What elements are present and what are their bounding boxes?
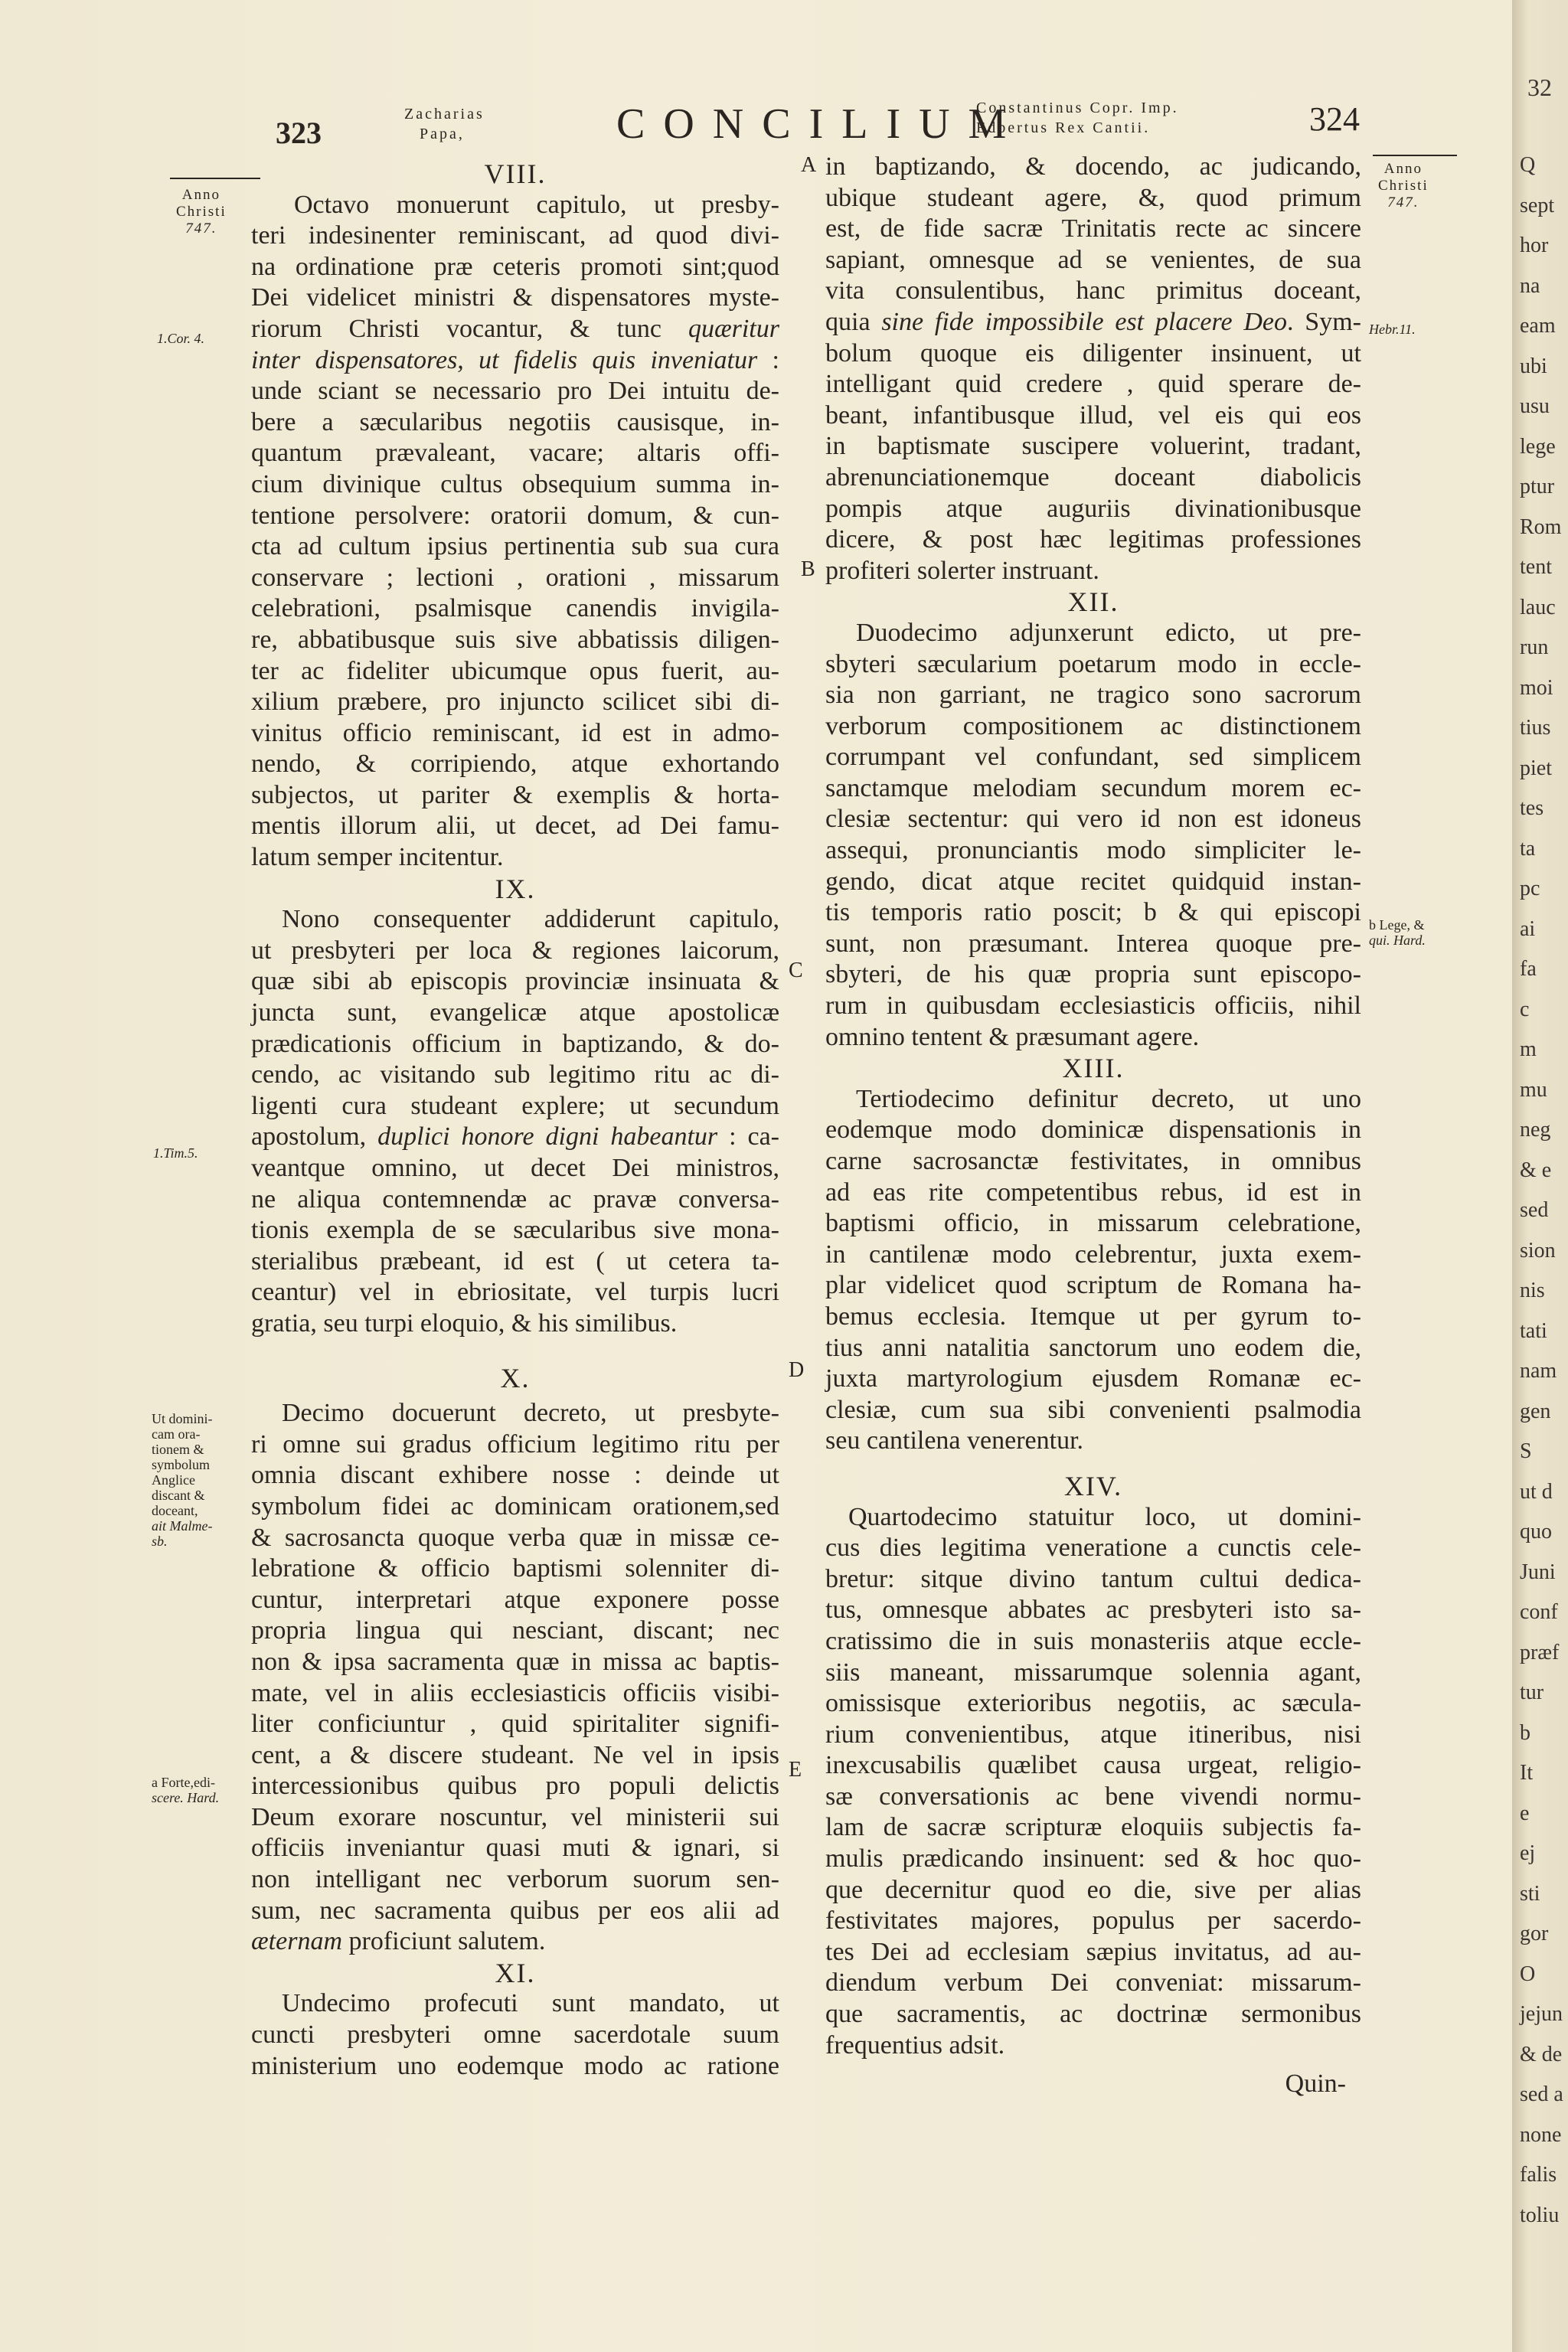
text-line: non intelligant nec verborum suorum sen- [251,1865,779,1894]
chapter-viii-text [251,190,779,874]
next-page-fragment: sed a [1520,2082,1563,2106]
text-line: intercessionibus quibus pro populi delictis [251,1772,779,1801]
margin-note-lege: b Lege, & qui. Hard. [1369,917,1426,948]
next-page-fragment: tes [1520,796,1544,820]
running-head-right-line2: Edbertus Rex Cantii. [976,119,1151,136]
text-line: tionis exempla de se sæcularibus sive mona- [251,1216,779,1245]
anno-christi-left: Anno Christi 747. [176,187,227,237]
next-page-fragment: eam [1520,314,1556,338]
text-line: nendo, & corripiendo, atque exhortando [251,750,779,779]
running-head-left-line1: Zacharias [404,106,485,122]
text-line: Duodecimo adjunxerunt edicto, ut pre- [856,618,1361,647]
text-line: clesiæ, cum sua sibi convenienti psalmodia [825,1395,1361,1424]
text-line: festivitates majores, populus per sacerdo- [825,1906,1361,1936]
next-page-fragment: fa [1520,957,1537,981]
text-line: æternam proficiunt salutem. [251,1927,546,1956]
text-line: cus dies legitima veneratione a cunctis cele- [825,1534,1361,1563]
next-page-fragment: nam [1520,1359,1557,1383]
next-page-fragment: lege [1520,434,1556,459]
text-line: prædicationis officium in baptizando, & do- [251,1029,779,1058]
text-line: vita consulentibus, hanc primitus doceant, [825,276,1361,305]
text-line: mate, vel in aliis ecclesiasticis officiis visibi- [251,1678,779,1707]
text-line: sapiant, omnesque ad se venientes, de sua [825,245,1361,274]
text-line: pompis atque auguriis divinationibusque [825,494,1361,523]
text-line: gratia, seu turpi eloquio, & his similibus. [251,1308,678,1338]
running-title: CONCILIUM [616,100,1025,148]
text-line: frequentius adsit. [825,2030,1005,2060]
text-line: tius anni natalitia sanctorum uno eodem die, [825,1333,1361,1362]
heading-xiv: XIV. [1063,1470,1123,1501]
text-line: seu cantilena venerentur. [825,1426,1084,1455]
text-line: rium convenientibus, atque itineribus, nisi [825,1720,1361,1749]
text-line: veantque omnino, ut decet Dei ministros, [251,1154,779,1182]
section-marker-d: D [789,1358,805,1382]
text-line: na ordinatione præ ceteris promoti sint;quod [251,252,779,281]
next-page-fragment: & e [1520,1158,1552,1182]
chapter-xiii-text [825,1084,1361,1457]
text-line: quia sine fide impossibile est placere Deo. Sym- [825,307,1361,336]
text-line: re, abbatibusque suis sive abbatissis diligen- [251,625,779,654]
next-page-fragment: jejun [1520,2002,1563,2026]
next-page-fragment: sed [1520,1198,1549,1222]
text-line: xilium præbere, pro injuncto scilicet sibi di- [251,688,779,717]
text-line: ri omne sui gradus officium legitimo ritu per [251,1429,779,1459]
next-page-fragment: hor [1520,234,1549,257]
next-page-fragment: gen [1520,1399,1551,1423]
text-line: Dei videlicet ministri & dispensatores myste- [251,283,779,312]
next-page-fragment: S [1520,1439,1532,1463]
text-line: tentione persolvere: oratorii domum, & cun- [251,501,779,530]
text-line: sum, nec sacramenta quibus per eos alii ad [251,1896,779,1925]
next-page-fragment: pc [1520,877,1540,900]
next-page-fragment: conf [1520,1600,1558,1624]
next-page-fragment: na [1520,273,1540,298]
text-line: juxta martyrologium ejusdem Romanæ ec- [825,1364,1361,1393]
text-line: riorum Christi vocantur, & tunc quæritur [251,314,779,343]
text-line: baptismi officio, in missarum celebratione, [825,1209,1361,1238]
section-marker-a: A [801,153,817,177]
anno-christi-right: Anno Christi 747. [1378,161,1429,211]
text-line: Undecimo profecuti sunt mandato, ut [282,1989,779,2018]
text-line: carne sacrosanctæ festivitates, in omnibus [825,1147,1361,1175]
text-line: verborum compositionem ac distinctionem [825,711,1361,740]
next-page-fragment: Q [1520,153,1536,177]
text-line: quæ sibi ab episcopis provinciæ insinuata & [251,967,779,996]
running-head-left-line2: Papa, [420,126,465,142]
text-line: dicere, & post hæc legitimas professiones [825,525,1361,554]
text-line: clesiæ sectentur: qui vero id non est idoneus [825,805,1361,834]
text-line: ad eas rite competentibus rebus, id est in [825,1178,1361,1207]
text-line: conservare ; lectioni , orationi , missarum [251,563,779,592]
next-page-fragment: e [1520,1801,1530,1825]
next-page-fragment: tati [1520,1318,1547,1343]
next-page-fragment: Juni [1520,1560,1556,1584]
next-page-fragment: moi [1520,675,1553,700]
next-page-fragment: neg [1520,1118,1551,1142]
text-line: quantum prævaleant, vacare; altaris offi- [251,439,779,468]
text-line: unde sciant se necessario pro Dei intuitu de- [251,377,779,406]
text-line: cta ad cultum ipsius pertinentia sub sua cura [251,532,779,561]
text-line: Decimo docuerunt decreto, ut presbyte- [282,1399,779,1428]
margin-ref-cor: 1.Cor. 4. [157,331,205,346]
next-page-edge [1512,0,1568,2352]
text-line: apostolum, duplici honore digni habeantur : ca- [251,1122,779,1152]
next-page-fragment: nis [1520,1279,1545,1302]
margin-note-forte: a Forte,edi- scere. Hard. [152,1775,220,1805]
text-line: bere a sæcularibus negotiis causisque, in- [251,407,779,436]
right-column [825,152,1361,2100]
next-page-fragment: præf [1520,1640,1560,1664]
text-line: juncta sunt, evangelicæ atque apostolicæ [251,998,779,1027]
next-page-fragment: It [1520,1761,1534,1785]
next-page-fragment: falis [1520,2163,1557,2187]
next-page-fragment: ai [1520,916,1536,941]
text-line: latum semper incitentur. [251,843,504,872]
text-line: ubique studeant agere, &, quod primum [825,183,1361,212]
page-number-left: 323 [276,116,322,150]
next-page-fragment: ej [1520,1841,1536,1865]
next-page-fragment: ubi [1520,354,1547,378]
text-line: sia non garriant, ne tragico sono sacrorum [825,681,1361,710]
text-line: sterialibus præbeant, id est ( ut cetera ta- [251,1246,779,1276]
text-line: lebratione & officio baptismi solenniter di- [251,1554,779,1583]
next-page-number: 32 [1527,74,1552,101]
text-line: liter conficiuntur , quid spiritaliter signifi- [251,1710,779,1739]
text-line: inexcusabilis quælibet causa urgeat, religio- [825,1751,1361,1780]
text-line: sunt, non præsumant. Interea quoque pre- [825,929,1361,958]
chapter-xiv-text [825,1502,1361,2062]
chapter-ix-text [251,904,779,1339]
next-page-fragment: sion [1520,1238,1556,1263]
margin-note-ut-dominicam: Ut domini- cam ora- tionem & symbolum Anglice discant & doceant, ait Malme- sb. [152,1411,213,1549]
text-line: assequi, pronunciantis modo simpliciter le- [825,836,1361,865]
heading-xiii: XIII. [1062,1053,1125,1084]
next-page-fragment: tur [1520,1681,1544,1704]
text-line: tes Dei ad ecclesiam sæpius invitatus, ad au- [825,1937,1361,1966]
next-page-fragment: O [1520,1962,1536,1986]
text-line: vinitus officio reminiscant, id est in admo- [251,718,779,747]
text-line: lam de sacræ scripturæ eloquiis subjectis fa- [825,1813,1361,1842]
text-line: Tertiodecimo definitur decreto, ut uno [856,1084,1361,1113]
text-line: bretur: sitque divino tantum cultui dedica- [825,1564,1361,1593]
chapter-x-text [251,1398,779,1958]
heading-x: X. [500,1362,531,1393]
next-page-fragment: quo [1520,1520,1552,1544]
text-line: bolum quoque eis diligenter insinuent, ut [825,338,1361,368]
next-page-fragment: none [1520,2122,1562,2147]
text-line: sbyteri, de his quæ propria sunt episcopo- [825,960,1361,989]
text-line: gendo, dicat atque recitet quidquid instan- [825,867,1361,896]
text-line: bemus ecclesia. Itemque ut per gyrum to- [825,1302,1361,1331]
text-line: in baptismate suscipere voluerint, tradant, [825,432,1361,461]
heading-xi: XI. [495,1957,536,1988]
text-line: in cantilenæ modo celebrentur, juxta exem- [825,1240,1361,1269]
text-line: sæ conversationis ac bene vivendi normu- [825,1782,1361,1811]
next-page-fragment: Rom [1520,514,1562,539]
text-line: ligenti cura studeant explere; ut secundum [251,1091,779,1120]
text-line: cent, a & discere studeant. Ne vel in ipsis [251,1740,779,1769]
chapter-xii-text [825,618,1361,1053]
text-line: mulis prædicando insinuent: sed & hoc quo- [825,1844,1361,1873]
next-page-fragment: run [1520,635,1549,659]
text-line: que decernitur quod eo die, sive per alias [825,1875,1361,1904]
text-line: non & ipsa sacramenta quæ in missa ac baptis- [251,1647,779,1676]
text-line: abrenunciationemque doceant diabolicis [825,462,1361,492]
next-page-fragment: tius [1520,716,1551,740]
section-marker-c: C [789,959,803,982]
next-page-fragment: piet [1520,756,1552,780]
left-column [251,158,779,2082]
next-page-fragment: sept [1520,193,1555,217]
margin-rule-left [170,178,260,179]
running-head-right-line1: Constantinus Copr. Imp. [976,100,1179,116]
section-marker-b: B [801,557,815,581]
text-line: ter ac fideliter ubicumque opus fuerit, au- [251,656,779,685]
text-line: cratissimo die in suis monasteriis atque eccle- [825,1626,1361,1655]
text-line: intelligant quid credere , quid sperare de- [825,370,1361,399]
text-line: omnia discant exhibere nosse : deinde ut [251,1461,779,1490]
text-line: diendum verbum Dei conveniat: missarum- [825,1968,1361,1998]
next-page-fragment: b [1520,1720,1530,1745]
text-line: corrumpant vel confundant, sed simplicem [825,743,1361,772]
chapter-xi-text [251,1988,779,2082]
next-page-fragment: sti [1520,1881,1540,1906]
text-line: inter dispensatores, ut fidelis quis inveniatur : [251,345,780,374]
text-line: omnino tentent & præsumant agere. [825,1022,1200,1051]
text-line: & sacrosancta quoque verba quæ in missæ ce- [251,1523,779,1552]
next-page-fragment: ut d [1520,1479,1553,1504]
text-line: omissisque exterioribus negotiis, ac sæcula- [825,1689,1361,1718]
next-page-fragment: & de [1520,2042,1563,2066]
section-marker-e: E [789,1758,802,1782]
heading-viii: VIII. [484,158,547,189]
next-page-fragment: c [1520,997,1530,1021]
text-line: plar videlicet quod scriptum de Romana ha- [825,1271,1361,1300]
next-page-fragment: lauc [1520,595,1556,619]
text-line: teri indesinenter reminiscant, ad quod divi- [251,221,779,250]
text-line: cendo, ac visitando sub legitimo ritu ac di- [251,1060,779,1089]
text-line: beant, infantibusque illud, vel eis qui eos [825,400,1361,430]
next-page-fragment: m [1520,1037,1537,1061]
next-page-fragment: ta [1520,836,1536,861]
text-line: ceantur) vel in ebriositate, vel turpis lucri [251,1278,779,1307]
text-line: propria lingua qui nesciant, discant; nec [251,1616,779,1645]
text-line: symbolum fidei ac dominicam orationem,sed [251,1491,779,1521]
text-line: ut presbyteri per loca & regiones laicorum, [251,936,779,965]
margin-ref-tim: 1.Tim.5. [153,1145,198,1161]
heading-ix: IX. [495,873,536,904]
text-line: sbyteri sæcularium poetarum modo in eccle- [825,649,1361,678]
next-page-fragment: gor [1520,1922,1549,1945]
text-line: est, de fide sacræ Trinitatis recte ac sincere [825,214,1361,243]
text-line: tis temporis ratio poscit; b & qui episcopi [825,898,1361,927]
text-line: Nono consequenter addiderunt capitulo, [282,905,779,934]
heading-xii: XII. [1067,586,1119,618]
text-line: eodemque modo dominicæ dispensationis in [825,1116,1361,1145]
chapter-xi-continued [825,152,1361,586]
next-page-fragment: tent [1520,555,1552,579]
text-line: sanctamque melodiam secundum morem ec- [825,773,1361,802]
text-line: rum in quibusdam ecclesiasticis officiis, nihil [825,991,1361,1021]
margin-rule-right [1373,155,1457,156]
text-line: mentis illorum alii, ut decet, ad Dei famu- [251,812,779,841]
text-line: cium divinique cultus obsequium summa in- [251,469,779,498]
text-line: tus, omnesque abbates ac presbyteri isto sa- [825,1596,1361,1625]
text-line: subjectos, ut pariter & exemplis & horta- [251,780,779,809]
text-line: que sacramentis, ac doctrinæ sermonibus [825,2000,1361,2029]
text-line: siis maneant, missarumque solennia agant, [825,1658,1361,1687]
next-page-fragment: toliu [1520,2203,1560,2227]
text-line: in baptizando, & docendo, ac judicando, [825,152,1361,181]
catchword: Quin- [1285,2069,1346,2099]
text-line: ministerium uno eodemque modo ac ratione [251,2051,779,2080]
text-line: celebrationi, psalmisque canendis invigila- [251,594,779,623]
text-line: ne aliqua contemnendæ ac pravæ conversa- [251,1184,779,1214]
next-page-fragment: mu [1520,1077,1547,1102]
text-line: Octavo monuerunt capitulo, ut presby- [294,190,779,219]
margin-ref-hebr: Hebr.11. [1369,322,1416,337]
next-page-fragment: ptur [1520,475,1555,498]
text-line: Deum exorare noscuntur, vel ministerii sui [251,1802,779,1831]
next-page-fragment: usu [1520,394,1550,418]
text-line: profiteri solerter instruant. [825,556,1099,585]
page-number-right: 324 [1309,100,1360,138]
text-line: Quartodecimo statuitur loco, ut domini- [848,1502,1361,1531]
text-line: cuntur, interpretari atque exponere posse [251,1585,779,1614]
text-line: officiis inveniantur quasi muti & ignari, si [251,1834,779,1863]
text-line: cuncti presbyteri omne sacerdotale suum [251,2020,779,2050]
